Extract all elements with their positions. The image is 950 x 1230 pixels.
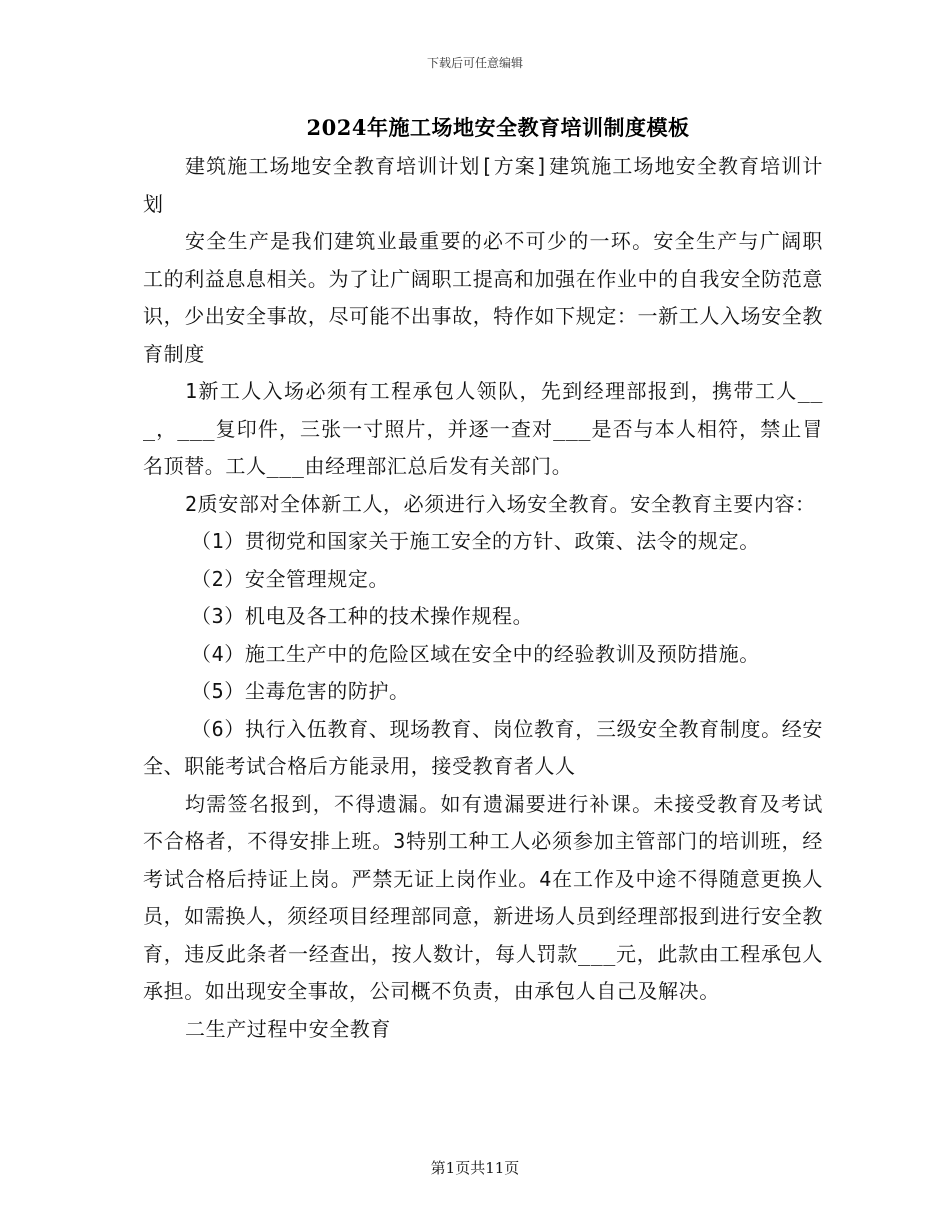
paragraph-intro: 建筑施工场地安全教育培训计划[方案]建筑施工场地安全教育培训计划 bbox=[143, 154, 823, 216]
document-title: 2024年施工场地安全教育培训制度模板 bbox=[306, 115, 690, 140]
document-body bbox=[143, 148, 823, 1048]
paragraph-preface: 安全生产是我们建筑业最重要的必不可少的一环。安全生产与广阔职工的利益息息相关。为了让广阔职工提高和加强在作业中的自我安全防范意识，少出安全事故，尽可能不出事故，特作如下规定：一新工人入场安全教育制度 bbox=[143, 229, 823, 366]
list-item: （6）执行入伍教育、现场教育、岗位教育，三级安全教育制度。经安全、职能考试合格后方能录用，接受教育者人人 bbox=[143, 716, 823, 778]
list-item: （2）安全管理规定。 bbox=[191, 566, 390, 591]
list-item: （5）尘毒危害的防护。 bbox=[191, 679, 410, 703]
paragraph-rule-1: 1新工人入场必须有工程承包人领队，先到经理部报到，携带工人___，___复印件，三张一寸照片，并逐一查对___是否与本人相符，禁止冒名顶替。工人___由经理部汇总后发有关部门。 bbox=[143, 379, 823, 478]
page-footer: 第1页共11页 bbox=[430, 1159, 520, 1177]
paragraph-continuation: 均需签名报到，不得遗漏。如有遗漏要进行补课。未接受教育及考试不合格者，不得安排上班。3特别工种工人必须参加主管部门的培训班，经考试合格后持证上岗。严禁无证上岗作业。4在工作及中途不得随意更换人员，如需换人，须经项目经理部同意，新进场人员到经理部报到进行安全教育，违反此条者一经查出，按人数计，每人罚款___元，此款由工程承包人承担。如出现安全事故，公司概不负责，由承包人自己及解决。 bbox=[143, 791, 823, 1003]
list-item: （4）施工生产中的危险区域在安全中的经验教训及预防措施。 bbox=[191, 641, 760, 666]
header-note: 下载后可任意编辑 bbox=[426, 56, 523, 70]
list-item: （1）贯彻党和国家关于施工安全的方针、政策、法令的规定。 bbox=[191, 529, 760, 553]
paragraph-rule-2: 2质安部对全体新工人，必须进行入场安全教育。安全教育主要内容： bbox=[185, 491, 816, 516]
section-heading: 二生产过程中安全教育 bbox=[185, 1016, 391, 1041]
list-item: （3）机电及各工种的技术操作规程。 bbox=[191, 604, 534, 628]
